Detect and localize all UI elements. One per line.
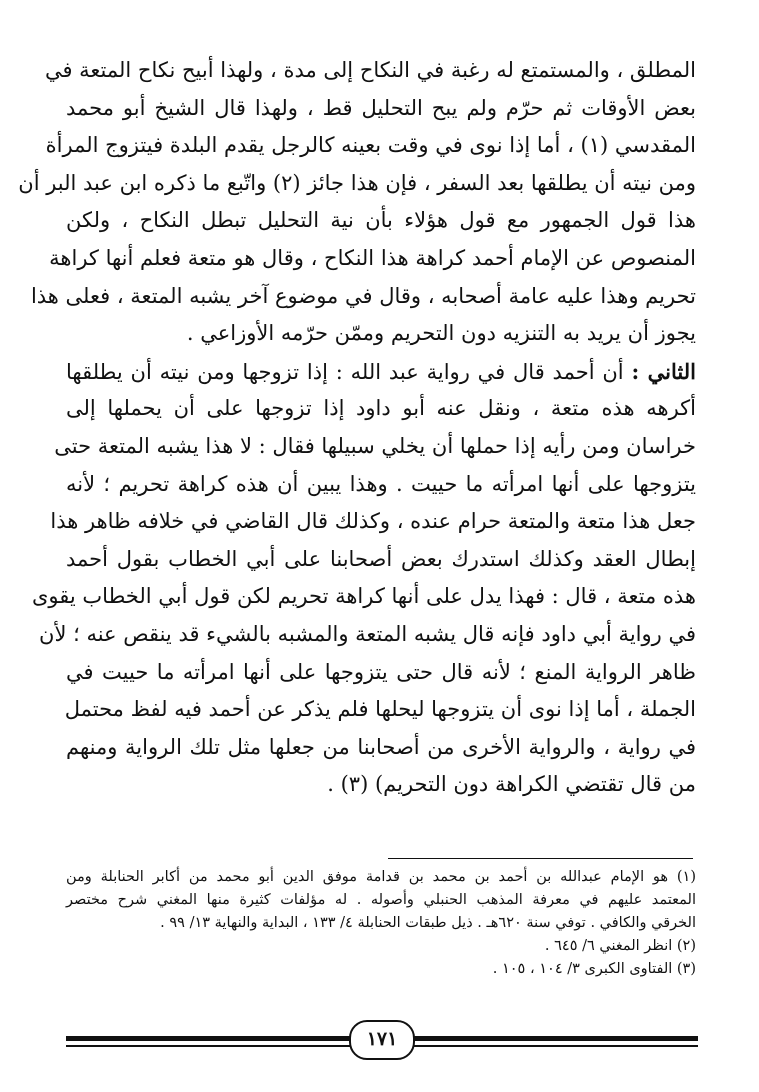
second-point-label: الثاني : [631, 358, 696, 384]
page-footer [66, 1020, 698, 1060]
text-line: يجوز أن يريد به التنزيه دون التحريم وممّن حرّمه الأوزاعي . [186, 321, 696, 346]
footnote-line: (٢) انظر المغني ٦/ ٦٤٥ . [544, 938, 696, 954]
main-text [18, 52, 696, 804]
text-line: المقدسي (١) ، أما إذا نوى في وقت بعينه كالرجل يقدم البلدة فيتزوج المرأة [45, 133, 696, 158]
footnotes [66, 866, 696, 981]
footnote-line: (١) هو الإمام عبدالله بن أحمد بن محمد بن قدامة موفق الدين أبو محمد من أكابر الحنابلة ومن [66, 869, 696, 885]
text-line: خراسان ومن رأيه إذا حملها أن يخلي سبيلها فقال : لا هذا يشبه المتعة حتى [54, 433, 696, 458]
text-line: إبطال العقد وكذلك استدرك بعض أصحابنا على أبي الخطاب بقول أحمد [66, 546, 696, 571]
text-line: تحريم وهذا عليه عامة أصحابه ، وقال في موضوع آخر يشبه المتعة ، فعلى هذا [30, 283, 696, 308]
text-line: يتزوجها على أنها امرأته ما حييت . وهذا يبين أن هذه كراهة تحريم ؛ لأنه [66, 471, 696, 496]
footnote-separator [388, 858, 693, 859]
text-line: المطلق ، والمستمتع له رغبة في النكاح إلى مدة ، ولهذا أبيح نكاح المتعة في [44, 58, 696, 82]
text-line: الجملة ، أما إذا نوى أن يتزوجها ليحلها فلم يذكر عن أحمد فيه لفظ محتمل [64, 697, 696, 722]
text-line: ظاهر الرواية المنع ؛ لأنه قال حتى يتزوجها على أنها امرأته ما حييت في [66, 659, 696, 684]
text-line: أكرهه هذه متعة ، ونقل عنه أبو داود إذا تزوجها على أن يحملها إلى [66, 396, 696, 421]
text-line: بعض الأوقات ثم حرّم ولم يبح التحليل قط ، ولهذا قال الشيخ أبو محمد [66, 95, 696, 120]
text-line: جعل هذا متعة والمتعة حرام عنده ، وكذلك قال القاضي في خلافه ظاهر هذا [50, 509, 696, 534]
footnote-line: المعتمد عليهم في معرفة المذهب الحنبلي وأصوله . له مؤلفات كثيرة منها المغني شرح مختصر [66, 892, 696, 908]
text-line: في رواية ، والرواية الأخرى من أصحابنا من جعلها مثل تلك الرواية ومنهم [66, 734, 696, 759]
text-line: في رواية أبي داود فإنه قال يشبه المتعة والمشبه بالشيء قد ينقص عنه ؛ لأن [39, 621, 696, 646]
footnote-line: الخرقي والكافي . توفي سنة ٦٢٠هـ . ذيل طبقات الحنابلة ٤/ ١٣٣ ، البداية والنهاية ١٣/ ٩٩ . [160, 915, 696, 931]
page-number: ١٧١ [349, 1020, 415, 1060]
text-line: من قال تقتضي الكراهة دون التحريم) (٣) . [327, 772, 696, 797]
text-line: هذه متعة ، قال : فهذا يدل على أنها كراهة تحريم لكن قول أبي الخطاب يقوى [31, 584, 696, 609]
text-line-second-point [66, 353, 696, 391]
footnote-line: (٣) الفتاوى الكبرى ٣/ ١٠٤ ، ١٠٥ . [492, 961, 696, 977]
text-line: المنصوص عن الإمام أحمد كراهة هذا النكاح ، وقال هو متعة فعلم أنها كراهة [49, 245, 696, 270]
text-line-content: أن أحمد قال في رواية عبد الله : إذا تزوجها ومن نيته أن يطلقها [66, 359, 624, 384]
text-line: هذا قول الجمهور مع قول هؤلاء بأن نية التحليل تبطل النكاح ، ولكن [66, 208, 696, 233]
text-line: ومن نيته أن يطلقها بعد السفر ، فإن هذا جائز (٢) واتّبع ما ذكره ابن عبد البر أن [18, 170, 696, 195]
